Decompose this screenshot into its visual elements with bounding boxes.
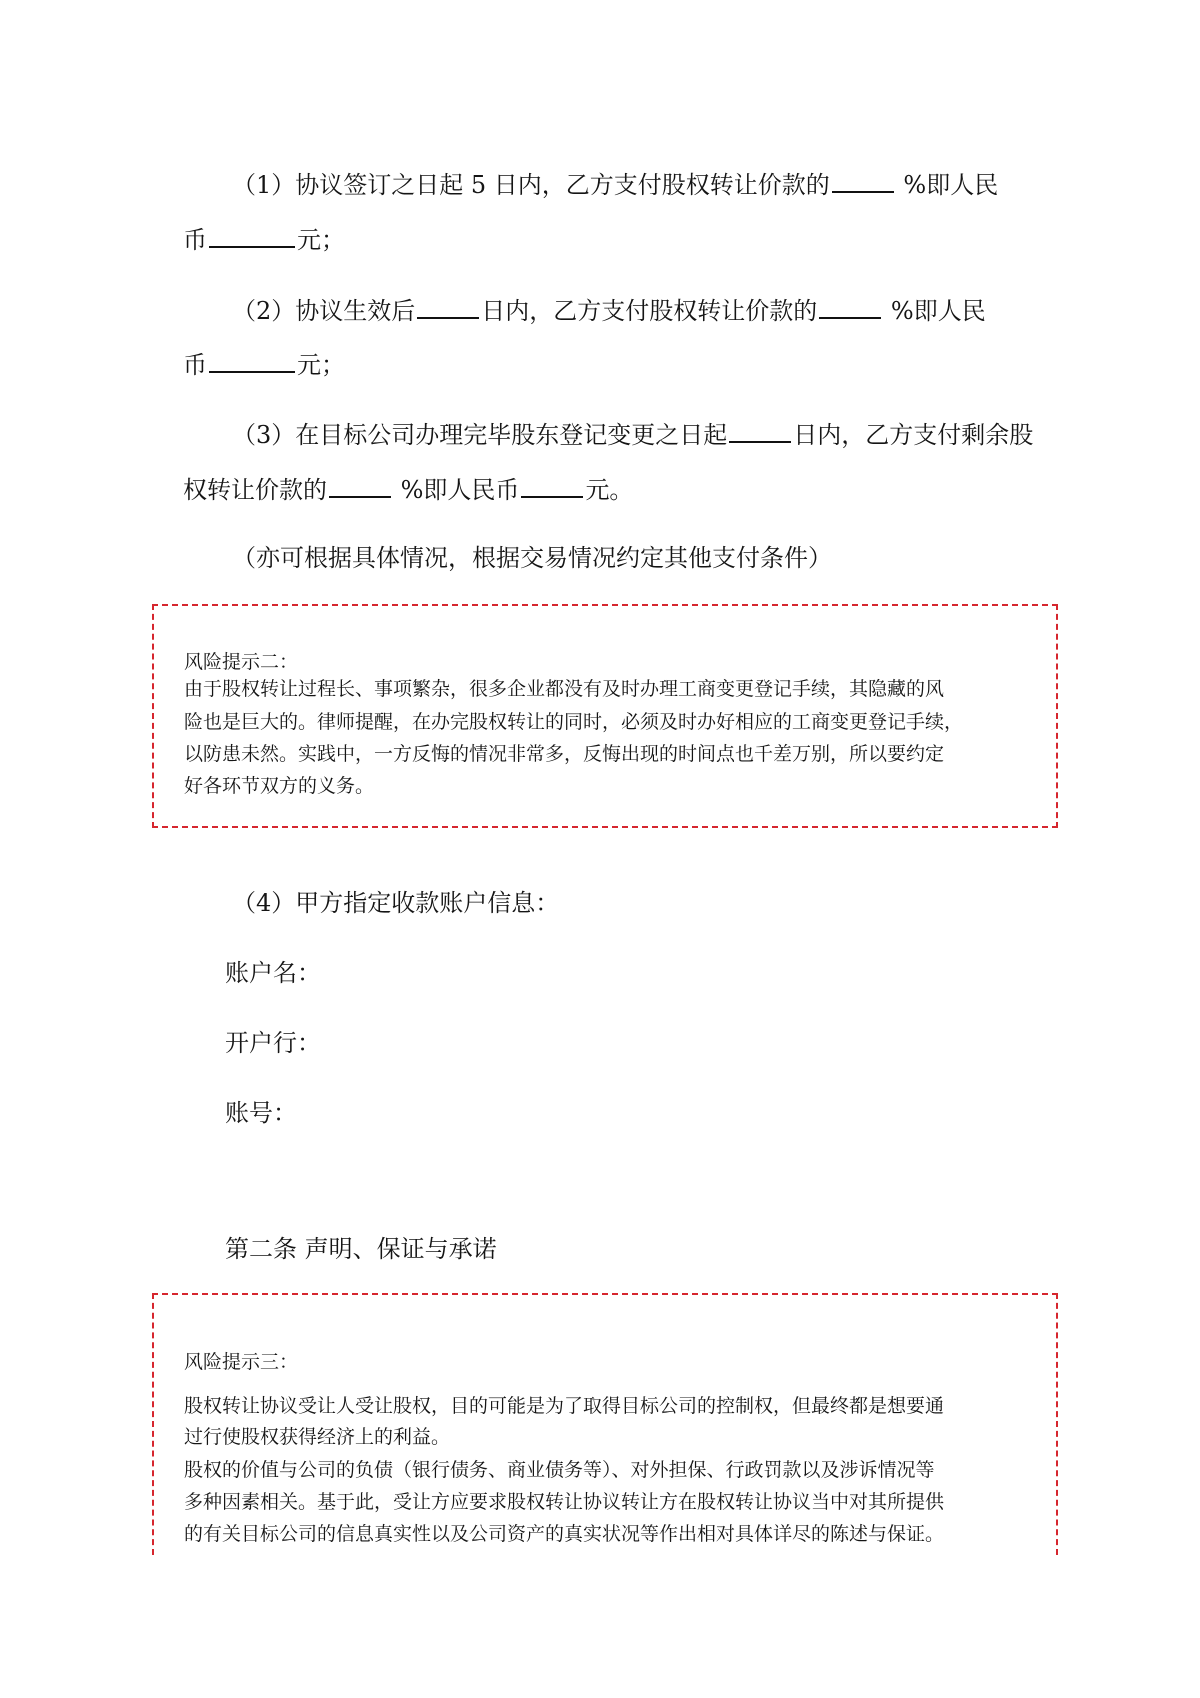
payment-item-3-line-1	[232, 419, 1033, 451]
risk-tip-2-line: 由于股权转让过程长、事项繁杂，很多企业都没有及时办理工商变更登记手续，其隐藏的风	[184, 678, 945, 700]
risk-tip-3-line: 股权转让协议受让人受让股权，目的可能是为了取得目标公司的控制权，但最终都是想要通	[184, 1395, 945, 1417]
risk-tip-2-box	[152, 604, 1058, 828]
payment-item-2-text: （2）协议生效后	[232, 297, 416, 325]
risk-tip-2-line: 以防患未然。实践中，一方反悔的情况非常多，反悔出现的时间点也千差万别，所以要约定	[184, 743, 945, 765]
payment-item-2-line-1	[232, 295, 986, 327]
payment-item-3-line-2	[183, 474, 633, 506]
risk-tip-2-title: 风险提示二：	[184, 651, 299, 673]
risk-tip-2-line: 险也是巨大的。律师提醒，在办完股权转让的同时，必须及时办好相应的工商变更登记手续，	[184, 711, 964, 733]
risk-tip-3-line: 股权的价值与公司的负债（银行债务、商业债务等）、对外担保、行政罚款以及涉诉情况等	[184, 1459, 935, 1481]
payment-item-1-line-1	[232, 169, 998, 201]
payment-item-3-text-2: 日内，乙方支付剩余股	[793, 421, 1034, 449]
payment-item-3-text: （3）在目标公司办理完毕股东登记变更之日起	[232, 421, 728, 449]
account-heading: （4）甲方指定收款账户信息：	[232, 889, 560, 917]
payment-note: （亦可根据具体情况，根据交易情况约定其他支付条件）	[232, 544, 832, 572]
percent-blank	[832, 171, 894, 193]
amount-blank	[521, 476, 583, 498]
payment-item-2-line-2	[183, 349, 345, 381]
risk-tip-3-line: 多种因素相关。基于此，受让方应要求股权转让协议转让方在股权转让协议当中对其所提供	[184, 1491, 945, 1513]
percent-blank	[819, 297, 881, 319]
percent-blank	[329, 476, 391, 498]
payment-item-1-line-2	[183, 224, 345, 256]
account-name-label: 账户名：	[225, 959, 321, 987]
days-blank	[417, 297, 479, 319]
currency-unit: 元；	[297, 351, 345, 379]
currency-unit: 元；	[297, 226, 345, 254]
days-blank	[729, 421, 791, 443]
currency-label: 币	[183, 226, 207, 254]
currency-unit: 元。	[585, 476, 634, 504]
payment-item-3-text-3: 权转让价款的	[183, 476, 327, 504]
payment-item-1-text: （1）协议签订之日起 5 日内，乙方支付股权转让价款的	[232, 171, 830, 199]
amount-blank	[209, 351, 295, 373]
amount-blank	[209, 226, 295, 248]
risk-tip-3-box	[152, 1293, 1058, 1555]
risk-tip-3-title: 风险提示三：	[184, 1351, 299, 1373]
payment-item-3-text-4: %即人民币	[393, 476, 520, 504]
risk-tip-3-line: 的有关目标公司的信息真实性以及公司资产的真实状况等作出相对具体详尽的陈述与保证。	[184, 1523, 945, 1545]
account-number-label: 账号：	[225, 1099, 297, 1127]
account-bank-label: 开户行：	[225, 1029, 321, 1057]
article-2-title: 第二条 声明、保证与承诺	[225, 1235, 497, 1263]
payment-item-2-text-2: 日内，乙方支付股权转让价款的	[481, 297, 818, 325]
currency-label: 币	[183, 351, 207, 379]
payment-item-2-text-3: %即人民	[883, 297, 986, 325]
payment-item-1-text-2: %即人民	[895, 171, 999, 199]
risk-tip-3-line: 过行使股权获得经济上的利益。	[184, 1426, 451, 1448]
risk-tip-2-line: 好各环节双方的义务。	[184, 775, 375, 797]
